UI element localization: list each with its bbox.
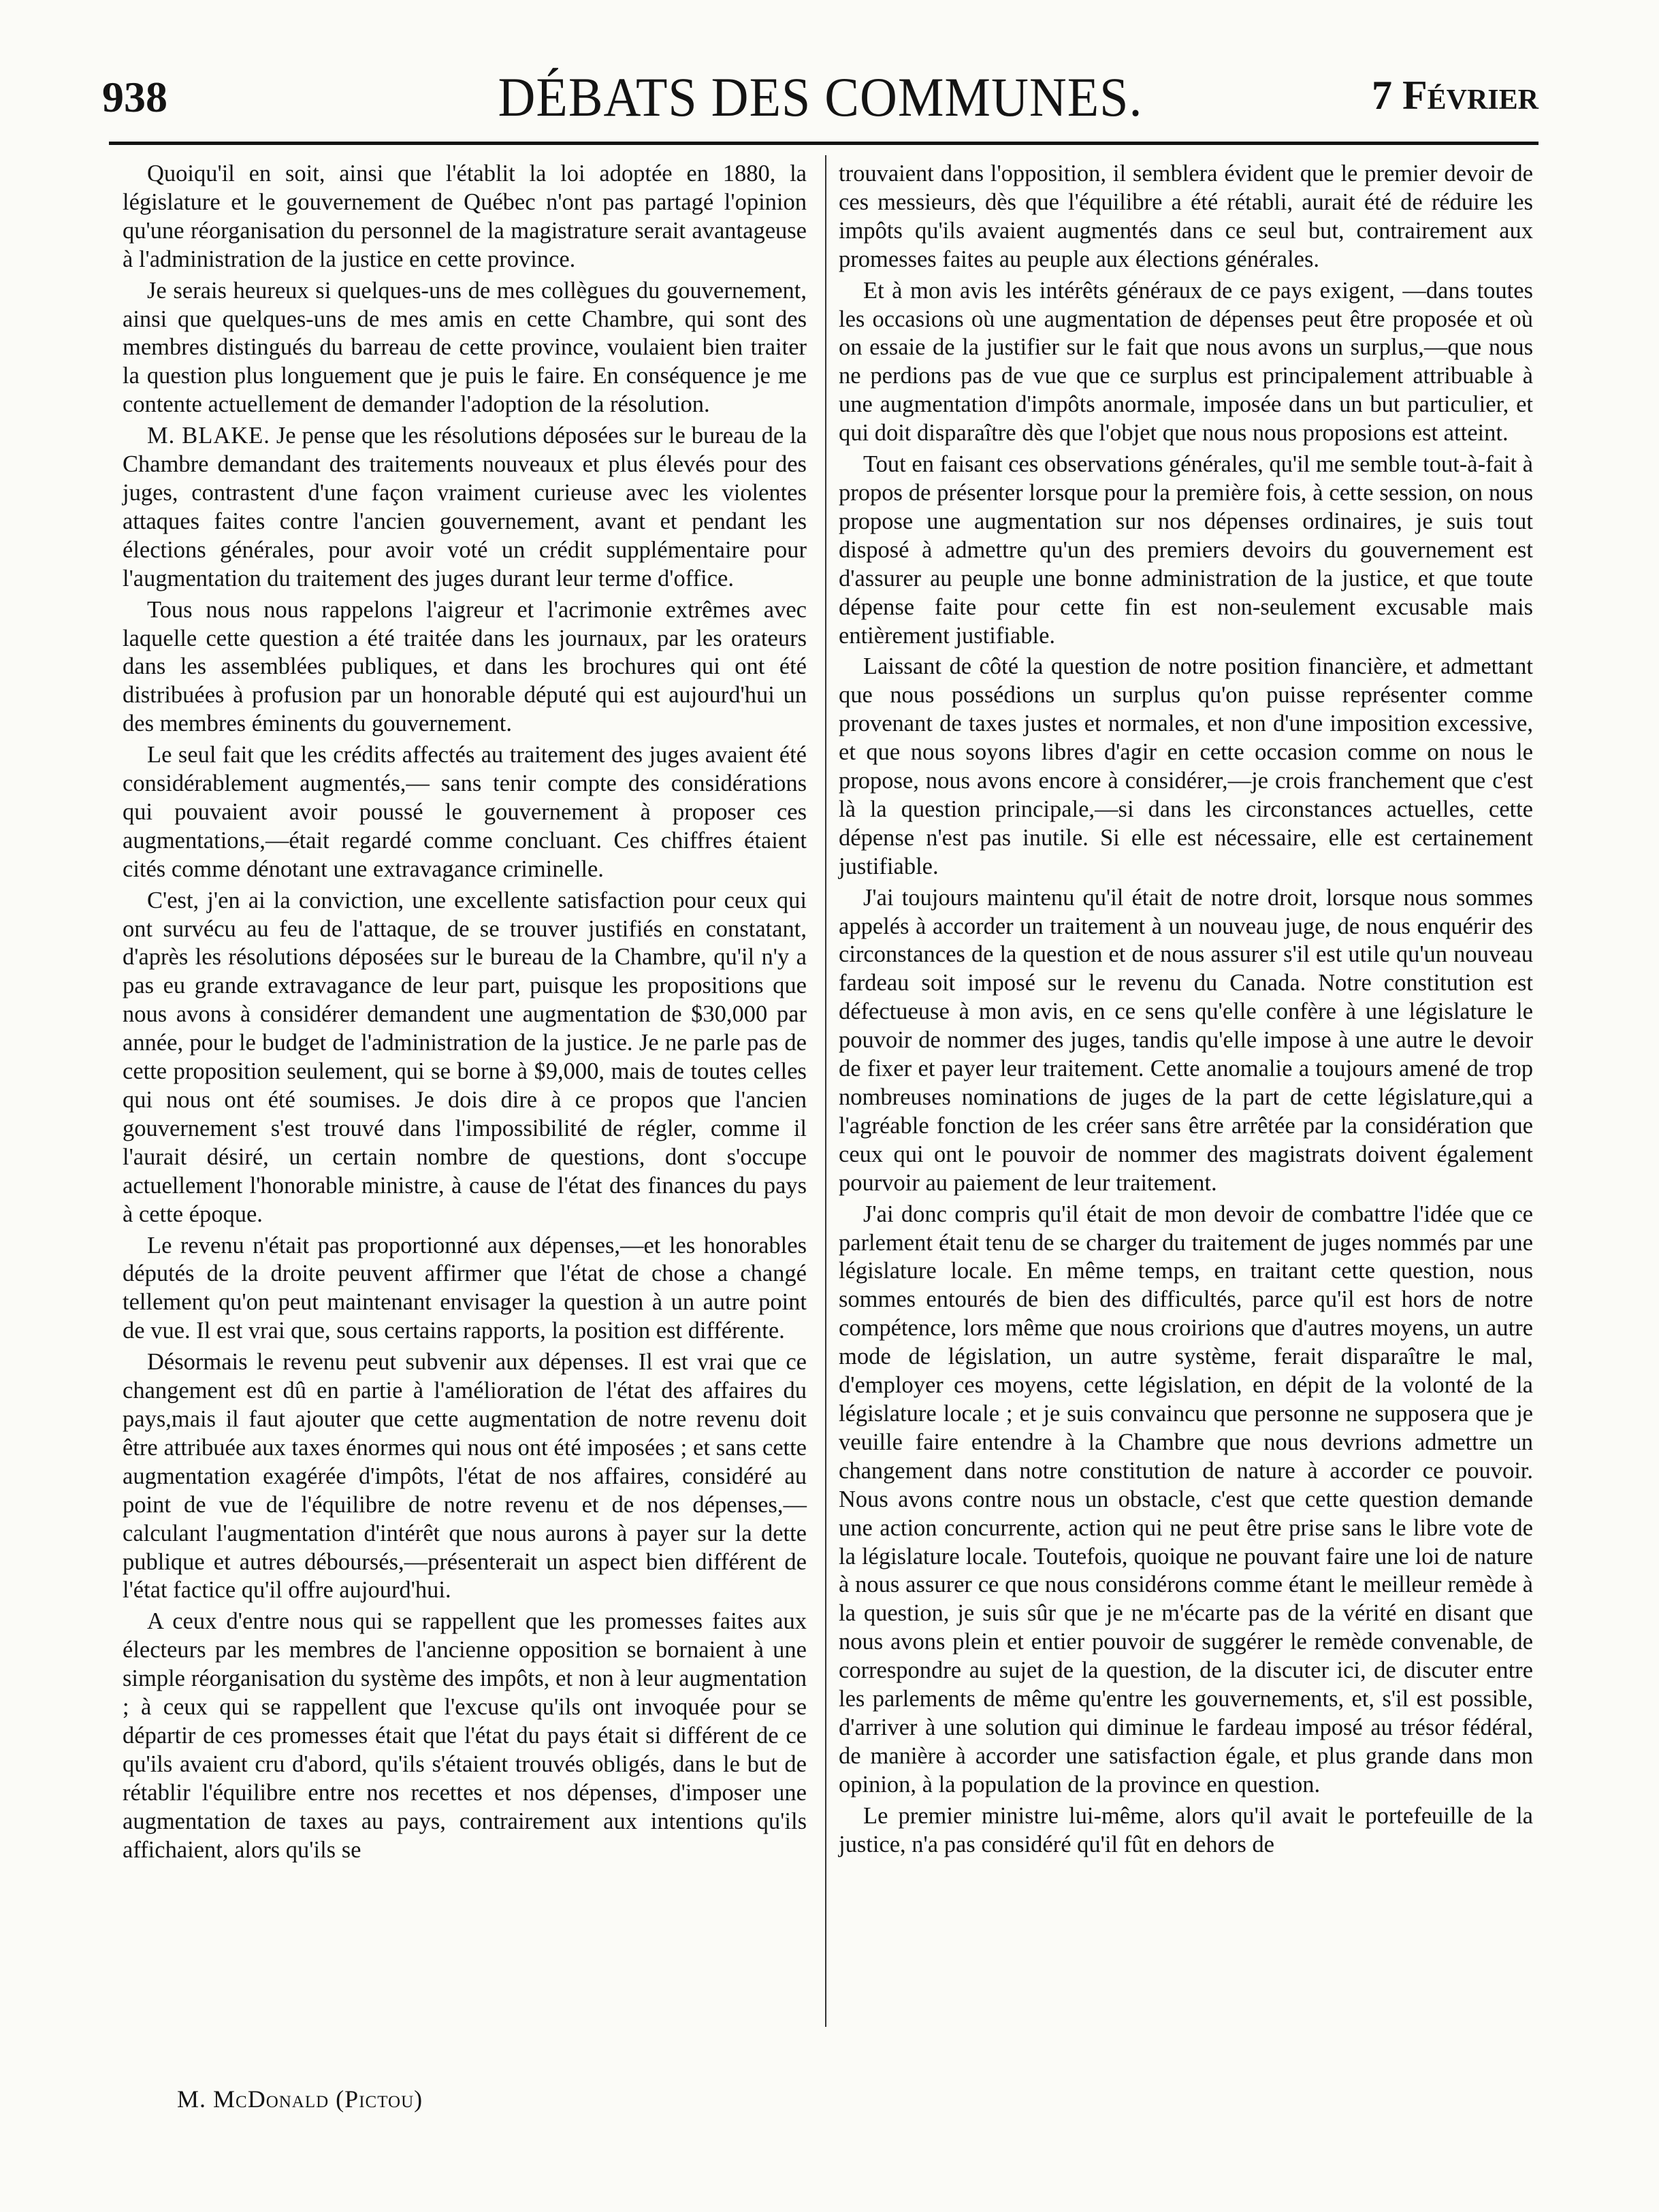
speaker-name: M. BLAKE. [147, 423, 270, 449]
paragraph: A ceux d'entre nous qui se rappellent que les promesses faites aux électeurs par les membres de l'ancienne opposition se bornaient à une simple réorganisation du système des impôts, et non à leur augmentation ; à ceux qui se rappellent que l'excuse qu'ils ont invoquée pour se départir de ces promesses était que l'état du pays était si différent de ce qu'ils avaient cru d'abord, qu'ils s'étaient trouvés obligés, dans le but de rétablir l'équilibre entre nos recettes et nos dépenses, d'imposer une augmentation de taxes au pays, contrairement aux intentions qu'ils affichaient, alors qu'ils se [123, 1608, 807, 1863]
paragraph: Tout en faisant ces observations générales, qu'il me semble tout-à-fait à propos de présenter lorsque pour la première fois, à cette session, on nous propose une augmentation sur nos dépenses ordinaires, je suis tout disposé à admettre qu'un des premiers devoirs du gouvernement est d'assurer au peuple une bonne administration de la justice, et que toute dépense faite pour cette fin est non-seulement excusable mais entièrement justifiable. [839, 451, 1533, 649]
paragraph: J'ai toujours maintenu qu'il était de notre droit, lorsque nous sommes appelés à accorder un traitement à un nouveau juge, de nous enquérir des circonstances de la question et de nous assurer s'il est utile qu'un nouveau fardeau soit imposé sur le revenu du Canada. Notre constitution est défectueuse à mon avis, en ce sens qu'elle confère à une législature le pouvoir de nommer des juges, tandis qu'elle impose à une autre le devoir de fixer et payer leur traitement. Cette anomalie a toujours amené de trop nombreuses nominations de juges de la part de cette législature,qui a l'agréable fonction de les créer sans être arrêtée par la considération que ceux qui ont le pouvoir de nommer des magistrats doivent également pourvoir au paiement de leur traitement. [839, 884, 1533, 1196]
paragraph: Et à mon avis les intérêts généraux de ce pays exigent, —dans toutes les occasions où une augmentation de dépenses peut être proposée et où on essaie de la justifier sur le fait que nous avons un surplus,—que nous ne perdions pas de vue que ce surplus est principalement attribuable à une augmentation d'impôts anormale, imposée dans un but particulier, et qui doit disparaître dès que l'objet que nous nous proposions est atteint. [839, 277, 1533, 446]
paragraph: J'ai donc compris qu'il était de mon devoir de combattre l'idée que ce parlement était tenu de se charger du traitement de juges nommés par une législature locale. En même temps, en traitant cette question, nous sommes entourés de bien des difficultés, parce qu'il est hors de notre compétence, lors même que nous croirions que d'autres moyens, un autre mode de législation, un autre système, ferait disparaître le mal, d'employer ces moyens, cette législation, en dépit de la volonté de la législature locale ; et je suis convaincu que personne ne supposera que je veuille faire entendre à la Chambre que nous devrions admettre un changement dans notre constitution de nature à accorder ce pouvoir. Nous avons contre nous un obstacle, c'est que cette question demande une action concurrente, action qui ne peut être prise sans le libre vote de la législature locale. Toutefois, quoique ne pouvant faire une loi de nature à nous assurer ce que nous considérons comme étant le meilleur remède à la question, je suis sûr que je ne m'écarte pas de la vérité en disant que nous avons plein et entier pouvoir de suggérer le remède convenable, de correspondre au sujet de la question, de la discuter ici, de discuter entre les parlements de même qu'entre les gouvernements, et, s'il est possible, d'arriver à une solution qui diminue le fardeau imposé au trésor fédéral, de manière à accorder une satisfaction égale, et plus grande dans mon opinion, à la population de la province en question. [839, 1201, 1533, 1798]
paragraph: Je serais heureux si quelques-uns de mes collègues du gouvernement, ainsi que quelques-uns de mes amis en cette Chambre, qui sont des membres distingués du barreau de cette province, voulaient bien traiter la question plus longuement que je puis le faire. En conséquence je me contente actuellement de demander l'adoption de la résolution. [123, 277, 807, 418]
paragraph: Le seul fait que les crédits affectés au traitement des juges avaient été considérablement augmentés,— sans tenir compte des considérations qui pouvaient avoir poussé le gouvernement à proposer ces augmentations,—était regardé comme concluant. Ces chiffres étaient cités comme dénotant une extravagance criminelle. [123, 742, 807, 882]
paragraph: C'est, j'en ai la conviction, une excellente satisfaction pour ceux qui ont survécu au feu de l'attaque, de se trouver justifiés en constatant, d'après les résolutions déposées sur le bureau de la Chambre, qu'il n'y a pas eu grande extravagance de leur part, puisque les propositions que nous avons à considérer demandent une augmentation de $30,000 par année, pour le budget de l'administration de la justice. Je ne parle pas de cette proposition seulement, qui se borne à $9,000, mais de toutes celles qui nous ont été soumises. Je dois dire à ce propos que l'ancien gouvernement s'est trouvé dans l'impossibilité de régler, comme il l'aurait désiré, un certain nombre de questions, dont s'occupe actuellement l'honorable ministre, à cause de l'état des finances du pays à cette époque. [123, 887, 807, 1227]
paragraph: Désormais le revenu peut subvenir aux dépenses. Il est vrai que ce changement est dû en partie à l'amélioration de l'état des affaires du pays,mais il faut ajouter que cette augmentation de notre revenu doit être attribuée aux taxes énormes qui nous ont été imposées ; et sans cette augmentation exagérée d'impôts, l'état de nos affaires, considéré au point de vue de l'équilibre de notre revenu et de nos dépenses,—calculant l'augmentation d'intérêt que nous aurons à payer sur la dette publique et autres déboursés,—présenterait un aspect bien différent de l'état factice qu'il offre aujourd'hui. [123, 1349, 807, 1604]
paragraph: Tous nous nous rappelons l'aigreur et l'acrimonie extrêmes avec laquelle cette question a été traitée dans les journaux, par les orateurs dans les assemblées publiques, et dans les brochures qui ont été distribuées à profusion par un honorable député qui est aujourd'hui un des membres éminents du gouvernement. [123, 596, 807, 737]
page-date: 7 Février [1371, 73, 1539, 118]
paragraph: trouvaient dans l'opposition, il semblera évident que le premier devoir de ces messieurs, dès que l'équilibre a été rétabli, aurait été de réduire les impôts qu'ils avaient augmentés dans ce seul but, contrairement aux promesses faites au peuple aux élections générales. [839, 161, 1533, 272]
paragraph: Quoiqu'il en soit, ainsi que l'établit la loi adoptée en 1880, la législature et le gouvernement de Québec n'ont pas partagé l'opinion qu'une réorganisation du personnel de la magistrature serait avantageuse à l'administration de la justice en cette province. [123, 161, 807, 272]
left-column [123, 160, 807, 1867]
footer-signature: M. McDonald (Pictou) [177, 2085, 423, 2113]
paragraph: Le revenu n'était pas proportionné aux dépenses,—et les honorables députés de la droite peuvent affirmer que l'état de chose a changé tellement qu'on peut maintenant envisager la question à un autre point de vue. Il est vrai que, sous certains rapports, la position est différente. [123, 1232, 807, 1344]
paragraph: Le premier ministre lui-même, alors qu'il avait le portefeuille de la justice, n'a pas considéré qu'il fût en dehors de [839, 1802, 1533, 1857]
header-rule [109, 142, 1539, 145]
page-number: 938 [102, 73, 167, 121]
page-title: DÉBATS DES COMMUNES. [498, 66, 1143, 129]
paragraph-speech [123, 422, 807, 593]
column-divider [825, 155, 826, 2027]
right-column [839, 160, 1533, 1861]
page-header [102, 68, 1539, 129]
speech-text: Je pense que les résolutions déposées sur le bureau de la Chambre demandant des traitements nouveaux et plus élevés pour des juges, contrastent d'une façon vraiment curieuse avec les violentes attaques faites contre l'ancien gouvernement, avant et pendant les élections générales, pour avoir voté un crédit supplémentaire pour l'augmentation du traitement des juges durant leur terme d'office. [123, 423, 807, 591]
paragraph: Laissant de côté la question de notre position financière, et admettant que nous possédions un surplus qu'on puisse représenter comme provenant de taxes justes et normales, et non d'une imposition excessive, et que nous soyons libres d'agir en cette occasion comme on nous le propose, nous avons encore à considérer,—je crois franchement que c'est là la question principale,—si dans les circonstances actuelles, cette dépense n'est pas inutile. Si elle est nécessaire, elle est certainement justifiable. [839, 653, 1533, 879]
